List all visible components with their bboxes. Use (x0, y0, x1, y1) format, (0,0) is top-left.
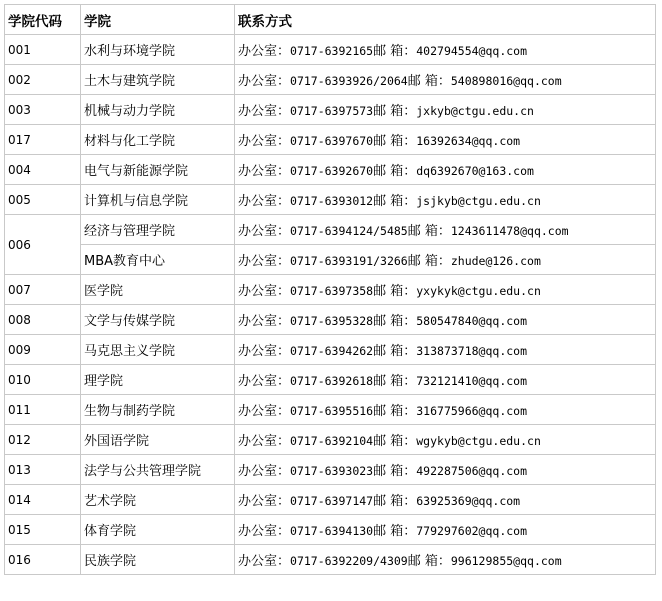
table-row (5, 35, 656, 65)
office-label: 办公室： (238, 554, 291, 569)
office-label: 办公室： (238, 374, 291, 389)
contact-cell (235, 485, 656, 515)
table-row (5, 155, 656, 185)
college-name-cell: 土木与建筑学院 (81, 65, 235, 95)
table-row (5, 365, 656, 395)
college-code-cell: 011 (5, 395, 81, 425)
email-label: 邮 箱： (407, 224, 451, 239)
college-name-cell: 体育学院 (81, 515, 235, 545)
office-phone: 0717-6392209/4309 (290, 554, 408, 568)
table-row (5, 335, 656, 365)
email-address: 996129855@qq.com (450, 554, 562, 568)
email-label: 邮 箱： (373, 464, 417, 479)
contact-cell (235, 365, 656, 395)
email-address: jsjkyb@ctgu.edu.cn (416, 194, 541, 208)
office-phone: 0717-6392618 (290, 374, 374, 388)
college-code-cell: 017 (5, 125, 81, 155)
email-label: 邮 箱： (373, 104, 417, 119)
office-phone: 0717-6397358 (290, 284, 374, 298)
email-address: 313873718@qq.com (416, 344, 528, 358)
email-label: 邮 箱： (373, 374, 417, 389)
email-label: 邮 箱： (373, 284, 417, 299)
table-row (5, 515, 656, 545)
email-label: 邮 箱： (373, 134, 417, 149)
email-address: 732121410@qq.com (416, 374, 528, 388)
email-address: jxkyb@ctgu.edu.cn (416, 104, 534, 118)
contact-cell (235, 155, 656, 185)
office-phone: 0717-6393012 (290, 194, 374, 208)
email-label: 邮 箱： (373, 344, 417, 359)
email-label: 邮 箱： (373, 404, 417, 419)
contact-cell (235, 215, 656, 245)
email-label: 邮 箱： (407, 554, 451, 569)
contact-cell (235, 35, 656, 65)
college-code-cell: 009 (5, 335, 81, 365)
college-name-cell: 法学与公共管理学院 (81, 455, 235, 485)
contact-cell (235, 185, 656, 215)
college-name-cell: 马克思主义学院 (81, 335, 235, 365)
email-label: 邮 箱： (373, 194, 417, 209)
email-address: zhude@126.com (450, 254, 541, 268)
office-phone: 0717-6392104 (290, 434, 374, 448)
office-label: 办公室： (238, 494, 291, 509)
table-row (5, 275, 656, 305)
contact-cell (235, 425, 656, 455)
email-address: 779297602@qq.com (416, 524, 528, 538)
email-address: 580547840@qq.com (416, 314, 528, 328)
contact-cell (235, 305, 656, 335)
email-label: 邮 箱： (373, 434, 417, 449)
email-address: 16392634@qq.com (416, 134, 521, 148)
contact-cell (235, 395, 656, 425)
table-row (5, 485, 656, 515)
college-contacts-table (4, 4, 656, 575)
office-label: 办公室： (238, 74, 291, 89)
office-phone: 0717-6392670 (290, 164, 374, 178)
office-label: 办公室： (238, 254, 291, 269)
office-phone: 0717-6393926/2064 (290, 74, 408, 88)
table-row (5, 125, 656, 155)
office-label: 办公室： (238, 344, 291, 359)
office-phone: 0717-6397670 (290, 134, 374, 148)
college-name-cell: 生物与制药学院 (81, 395, 235, 425)
office-phone: 0717-6395516 (290, 404, 374, 418)
table-row (5, 215, 656, 245)
college-name-cell: 计算机与信息学院 (81, 185, 235, 215)
office-label: 办公室： (238, 164, 291, 179)
office-phone: 0717-6394124/5485 (290, 224, 408, 238)
office-phone: 0717-6395328 (290, 314, 374, 328)
contact-cell (235, 545, 656, 575)
college-code-cell: 012 (5, 425, 81, 455)
college-name-cell: 文学与传媒学院 (81, 305, 235, 335)
email-address: 63925369@qq.com (416, 494, 521, 508)
table-row (5, 395, 656, 425)
contact-cell (235, 95, 656, 125)
header-contact: 联系方式 (235, 5, 656, 35)
office-label: 办公室： (238, 104, 291, 119)
college-code-cell: 015 (5, 515, 81, 545)
table-row (5, 245, 656, 275)
college-name-cell: 民族学院 (81, 545, 235, 575)
college-name-cell: 艺术学院 (81, 485, 235, 515)
college-code-cell: 013 (5, 455, 81, 485)
email-address: 492287506@qq.com (416, 464, 528, 478)
email-label: 邮 箱： (407, 254, 451, 269)
office-phone: 0717-6393023 (290, 464, 374, 478)
college-name-cell: 理学院 (81, 365, 235, 395)
office-label: 办公室： (238, 134, 291, 149)
college-name-cell: 医学院 (81, 275, 235, 305)
email-label: 邮 箱： (373, 494, 417, 509)
table-row (5, 95, 656, 125)
office-label: 办公室： (238, 314, 291, 329)
office-label: 办公室： (238, 44, 291, 59)
table-row (5, 65, 656, 95)
table-body (5, 35, 656, 575)
college-code-cell: 010 (5, 365, 81, 395)
table-row (5, 185, 656, 215)
contact-cell (235, 275, 656, 305)
email-label: 邮 箱： (373, 164, 417, 179)
email-address: dq6392670@163.com (416, 164, 534, 178)
college-code-cell: 003 (5, 95, 81, 125)
office-label: 办公室： (238, 464, 291, 479)
college-code-cell: 014 (5, 485, 81, 515)
email-address: wgykyb@ctgu.edu.cn (416, 434, 541, 448)
contact-cell (235, 335, 656, 365)
office-label: 办公室： (238, 284, 291, 299)
header-college: 学院 (81, 5, 235, 35)
contact-cell (235, 65, 656, 95)
office-phone: 0717-6394262 (290, 344, 374, 358)
table-row (5, 425, 656, 455)
college-name-cell: 电气与新能源学院 (81, 155, 235, 185)
office-label: 办公室： (238, 404, 291, 419)
college-name-cell: MBA教育中心 (81, 245, 235, 275)
college-name-cell: 机械与动力学院 (81, 95, 235, 125)
office-label: 办公室： (238, 434, 291, 449)
office-phone: 0717-6392165 (290, 44, 374, 58)
email-label: 邮 箱： (373, 314, 417, 329)
office-label: 办公室： (238, 524, 291, 539)
email-address: 540898016@qq.com (450, 74, 562, 88)
office-label: 办公室： (238, 224, 291, 239)
college-code-cell: 008 (5, 305, 81, 335)
college-code-cell: 007 (5, 275, 81, 305)
email-address: yxykyk@ctgu.edu.cn (416, 284, 541, 298)
college-name-cell: 经济与管理学院 (81, 215, 235, 245)
office-phone: 0717-6397147 (290, 494, 374, 508)
college-name-cell: 外国语学院 (81, 425, 235, 455)
contact-cell (235, 455, 656, 485)
office-phone: 0717-6394130 (290, 524, 374, 538)
email-address: 316775966@qq.com (416, 404, 528, 418)
contact-cell (235, 245, 656, 275)
contact-cell (235, 515, 656, 545)
contact-cell (235, 125, 656, 155)
table-row (5, 545, 656, 575)
college-name-cell: 水利与环境学院 (81, 35, 235, 65)
email-label: 邮 箱： (373, 524, 417, 539)
college-code-cell: 004 (5, 155, 81, 185)
table-row (5, 455, 656, 485)
office-phone: 0717-6397573 (290, 104, 374, 118)
table-row (5, 305, 656, 335)
email-address: 1243611478@qq.com (450, 224, 569, 238)
college-code-cell: 016 (5, 545, 81, 575)
table-header-row (5, 5, 656, 35)
email-label: 邮 箱： (407, 74, 451, 89)
office-label: 办公室： (238, 194, 291, 209)
college-code-cell: 006 (5, 215, 81, 275)
email-address: 402794554@qq.com (416, 44, 528, 58)
college-code-cell: 005 (5, 185, 81, 215)
email-label: 邮 箱： (373, 44, 417, 59)
header-college-code: 学院代码 (5, 5, 81, 35)
college-name-cell: 材料与化工学院 (81, 125, 235, 155)
college-code-cell: 001 (5, 35, 81, 65)
office-phone: 0717-6393191/3266 (290, 254, 408, 268)
college-code-cell: 002 (5, 65, 81, 95)
